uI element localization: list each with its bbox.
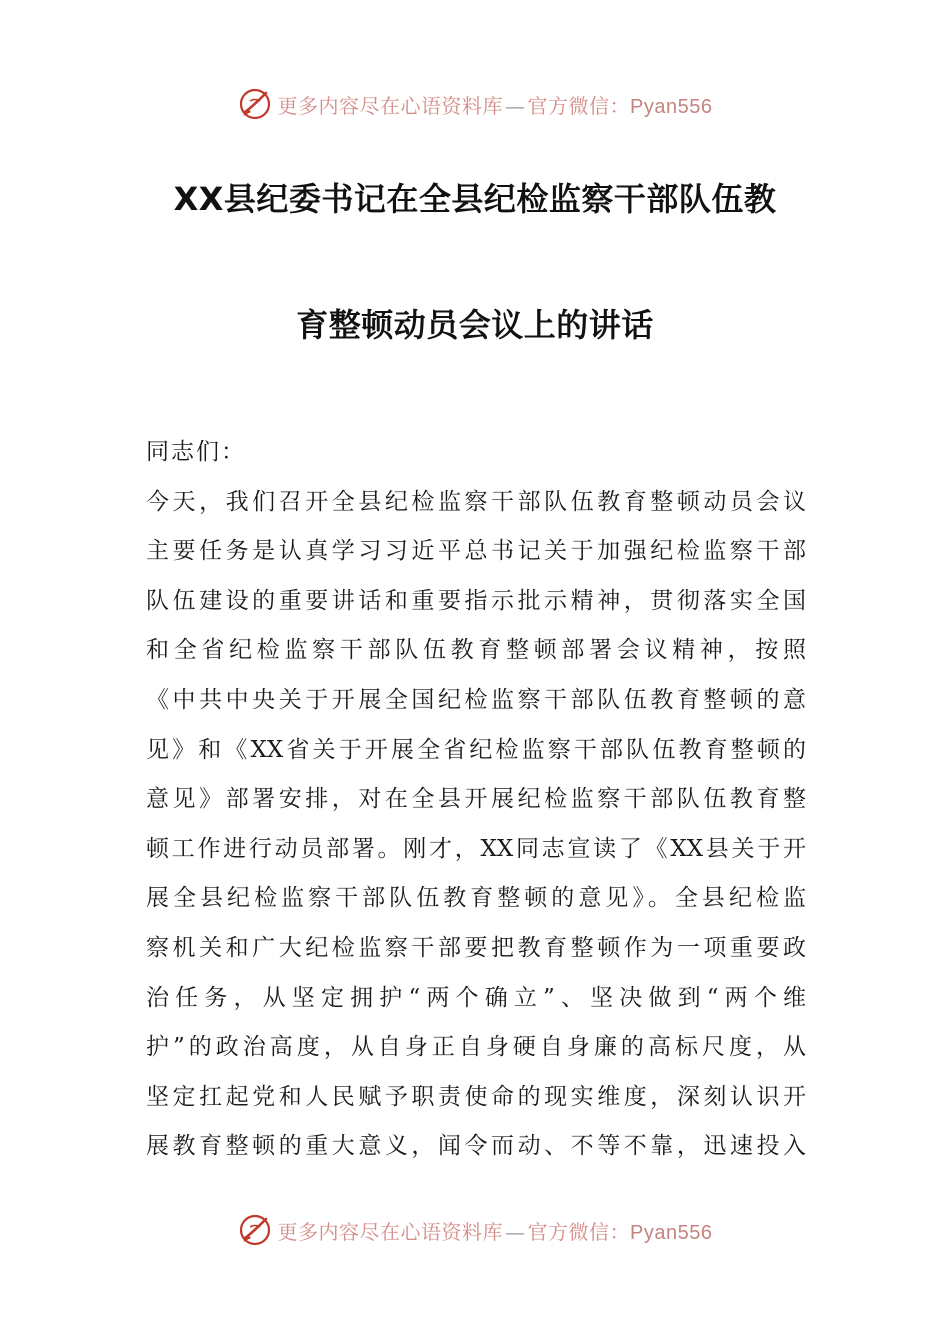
body-line: 《中共中央关于开展全国纪检监察干部队伍教育整顿的意 [146, 686, 806, 713]
body-line: 坚定扛起党和人民赋予职责使命的现实维度，深刻认识开 [146, 1083, 806, 1110]
watermark-handle: Pyan556 [630, 1221, 713, 1244]
watermark-handle: Pyan556 [630, 95, 713, 118]
body-line: 今天，我们召开全县纪检监察干部队伍教育整顿动员会议 [146, 488, 806, 515]
pen-logo-icon [238, 87, 272, 121]
watermark-brand: 更多内容尽在心语资料库 [277, 93, 504, 118]
watermark-wechat-label: 官方微信： [527, 93, 631, 118]
watermark-text [278, 1216, 713, 1245]
body-line: 护”的政治高度，从自身正自身硬自身廉的高标尺度，从 [146, 1034, 806, 1061]
salutation: 同志们： [146, 439, 246, 465]
watermark-text [278, 90, 713, 119]
body-line: 察机关和广大纪检监察干部要把教育整顿作为一项重要政 [146, 934, 806, 961]
body-line: 展教育整顿的重大意义，闻令而动、不等不靠，迅速投入 [146, 1133, 806, 1160]
watermark-wechat-label: 官方微信： [527, 1219, 631, 1244]
body-line: 意见》部署安排，对在全县开展纪检监察干部队伍教育整 [146, 786, 806, 813]
watermark-header [0, 84, 950, 124]
watermark-brand: 更多内容尽在心语资料库 [277, 1219, 504, 1244]
body-line: 展全县纪检监察干部队伍教育整顿的意见》。全县纪检监 [146, 885, 806, 912]
pen-logo-icon [238, 1213, 272, 1247]
watermark-dash: — [505, 1219, 526, 1244]
body-line: 治任务，从坚定拥护“两个确立”、坚决做到“两个维 [146, 984, 806, 1011]
body-line: 和全省纪检监察干部队伍教育整顿部署会议精神，按照 [146, 637, 806, 664]
body-line: 顿工作进行动员部署。刚才，XX同志宣读了《XX县关于开 [146, 835, 806, 862]
body-line: 见》和《XX省关于开展全省纪检监察干部队伍教育整顿的 [146, 736, 806, 763]
document-body [146, 428, 806, 1172]
watermark-footer [0, 1210, 950, 1250]
body-line: 主要任务是认真学习习近平总书记关于加强纪检监察干部 [146, 538, 806, 565]
watermark-dash: — [505, 93, 526, 118]
document-title-line-2: 育整顿动员会议上的讲话 [296, 306, 654, 344]
body-line: 队伍建设的重要讲话和重要指示批示精神，贯彻落实全国 [146, 587, 806, 614]
document-title-line-1: XX县纪委书记在全县纪检监察干部队伍教 [173, 180, 777, 218]
